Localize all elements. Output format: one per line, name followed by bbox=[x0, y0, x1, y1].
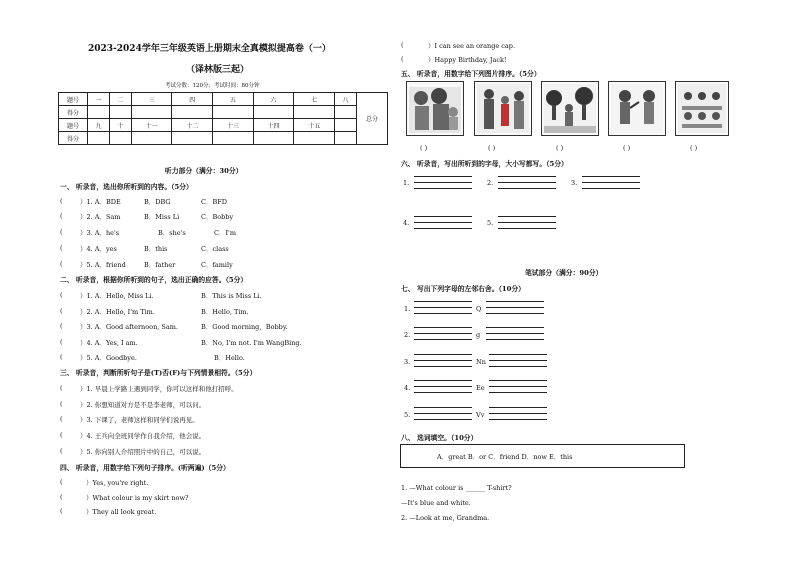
letter: Ee bbox=[476, 384, 485, 392]
score-input[interactable] bbox=[253, 106, 294, 119]
option-b[interactable]: B．Good morning，Bobby. bbox=[201, 323, 288, 331]
option-c[interactable]: C．family bbox=[201, 261, 233, 269]
score-input[interactable] bbox=[335, 106, 357, 119]
score-cell: 得分 bbox=[59, 132, 88, 145]
score-cell: 三 bbox=[131, 93, 172, 106]
answer-paren[interactable]: ( ) bbox=[690, 144, 698, 152]
writing-lines[interactable] bbox=[486, 296, 544, 314]
option-b[interactable]: B．father bbox=[144, 261, 176, 269]
option-b[interactable]: B．No, I'm not. I'm WangBing. bbox=[201, 339, 302, 347]
statement: ）1. 早晨上学路上遇到同学，你可以这样和他打招呼。 bbox=[80, 385, 238, 393]
item-number: 3. bbox=[404, 358, 411, 366]
writing-title: 笔试部分（满分：90分） bbox=[525, 269, 603, 277]
score-cell: 得分 bbox=[59, 106, 88, 119]
writing-lines[interactable] bbox=[486, 322, 544, 340]
item-number: 4. bbox=[404, 384, 411, 392]
item-number: 5. bbox=[487, 219, 494, 227]
letter: Vv bbox=[476, 411, 485, 419]
paren: ( bbox=[60, 415, 63, 423]
score-input[interactable] bbox=[213, 132, 254, 145]
writing-lines[interactable] bbox=[489, 375, 547, 393]
word-bank-box bbox=[400, 444, 685, 468]
section-8-title: 八、 选词填空。（10分） bbox=[401, 434, 478, 442]
score-cell: 五 bbox=[213, 93, 254, 106]
score-cell: 十三 bbox=[213, 119, 254, 132]
statement: ）5. 你向别人介绍照片中的自己，可以说。 bbox=[80, 448, 206, 456]
section-1-title: 一、 听录音，选出你所听到的内容。（5分） bbox=[60, 183, 193, 191]
writing-lines[interactable] bbox=[498, 211, 556, 229]
score-input[interactable] bbox=[253, 132, 294, 145]
option-c[interactable]: C．Bobby bbox=[201, 213, 234, 221]
letter: g bbox=[476, 331, 481, 339]
paren: ( bbox=[60, 400, 63, 408]
sentence: ）I can see an orange cap. bbox=[428, 42, 516, 50]
score-cell: 四 bbox=[172, 93, 213, 106]
sentence: ）Yes, you're right. bbox=[86, 479, 149, 487]
score-cell: 题号 bbox=[59, 93, 88, 106]
answer-paren[interactable]: ( ) bbox=[488, 144, 496, 152]
paren: ( bbox=[401, 41, 404, 49]
paren: ( bbox=[60, 244, 63, 252]
option-c[interactable]: C．BFD bbox=[201, 198, 227, 206]
score-input[interactable] bbox=[294, 132, 335, 145]
writing-lines[interactable] bbox=[489, 349, 547, 367]
statement: ）2. 你想知道对方是不是李老师，可以问。 bbox=[80, 401, 206, 409]
score-input[interactable] bbox=[131, 132, 172, 145]
paren: ( bbox=[60, 493, 63, 501]
option-a[interactable]: ）1. A．Hello, Miss Li. bbox=[80, 292, 154, 300]
paren: ( bbox=[60, 228, 63, 236]
exam-subtitle: （译林版三起） bbox=[186, 65, 250, 75]
section-3-title: 三、 听录音，判断所听句子是(T)否(F)与下列情景相符。（5分） bbox=[60, 369, 257, 377]
paren: ( bbox=[60, 338, 63, 346]
score-cell: 六 bbox=[253, 93, 294, 106]
score-cell: 九 bbox=[88, 119, 110, 132]
item-number: 3. bbox=[571, 179, 578, 187]
option-c[interactable]: C．I'm bbox=[214, 229, 236, 237]
writing-lines[interactable] bbox=[489, 402, 547, 420]
option-b[interactable]: B．Hello, Tim. bbox=[201, 308, 249, 316]
writing-lines[interactable] bbox=[498, 171, 556, 189]
paren: ( bbox=[401, 55, 404, 63]
option-a[interactable]: ）2. A．Hello, I'm Tim. bbox=[80, 308, 155, 316]
statement: ）4. 王兵向全班同学作自我介绍，他会说。 bbox=[80, 432, 206, 440]
item-number: 2. bbox=[404, 331, 411, 339]
question-text: —It's blue and white. bbox=[401, 499, 471, 507]
writing-lines[interactable] bbox=[414, 375, 472, 393]
picture-2 bbox=[474, 81, 532, 136]
answer-paren[interactable]: ( ) bbox=[556, 144, 564, 152]
exam-title: 2023-2024学年三年级英语上册期末全真模拟提高卷（一） bbox=[88, 44, 331, 54]
option-a[interactable]: ）5. A．friend bbox=[80, 261, 126, 269]
picture-4 bbox=[608, 81, 666, 136]
question-text: 2. —Look at me, Grandma. bbox=[401, 514, 490, 522]
score-input[interactable] bbox=[109, 132, 131, 145]
score-input[interactable] bbox=[88, 106, 110, 119]
option-b[interactable]: B．DBG bbox=[144, 198, 171, 206]
option-b[interactable]: B．This is Miss Li. bbox=[201, 292, 262, 300]
score-input[interactable] bbox=[335, 132, 357, 145]
writing-lines[interactable] bbox=[414, 171, 472, 189]
item-number: 4. bbox=[403, 219, 410, 227]
listening-title: 听力部分（满分：30分） bbox=[165, 167, 243, 175]
score-cell: 八 bbox=[335, 93, 357, 106]
question-text: 1. —What colour is ______ T-shirt? bbox=[401, 484, 512, 492]
paren: ( bbox=[60, 384, 63, 392]
score-cell: 十 bbox=[109, 119, 131, 132]
exam-info: 考试分数：120分；考试时间：80分钟 bbox=[165, 83, 260, 89]
answer-paren[interactable]: ( ) bbox=[623, 144, 631, 152]
paren: ( bbox=[60, 212, 63, 220]
paren: ( bbox=[60, 260, 63, 268]
sentence: ）They all look great. bbox=[86, 508, 157, 516]
total-score-cell: 总分 bbox=[357, 93, 388, 145]
section-4-title: 四、 听录音，用数字给下列句子排序。(听两遍)（5分） bbox=[60, 464, 230, 472]
option-c[interactable]: C．class bbox=[201, 245, 229, 253]
score-table bbox=[58, 92, 388, 145]
writing-lines[interactable] bbox=[414, 402, 472, 420]
option-a[interactable]: ）2. A．Sam bbox=[80, 213, 121, 221]
section-2-title: 二、 听录音，根据你所听到的句子，选出正确的应答。（5分） bbox=[60, 276, 248, 284]
score-input[interactable] bbox=[294, 106, 335, 119]
score-input[interactable] bbox=[109, 106, 131, 119]
section-6-title: 六、 听录音，写出所听到的字母，大小写都写。（5分） bbox=[401, 160, 568, 168]
item-number: 1. bbox=[404, 305, 411, 313]
paren: ( bbox=[60, 478, 63, 486]
item-number: 2. bbox=[487, 179, 494, 187]
score-input[interactable] bbox=[88, 132, 110, 145]
score-cell: 七 bbox=[294, 93, 335, 106]
statement: ）3. 下课了，老师这样和同学们说再见。 bbox=[80, 416, 199, 424]
score-cell: 十五 bbox=[294, 119, 335, 132]
score-cell: 一 bbox=[88, 93, 110, 106]
picture-5 bbox=[675, 81, 729, 136]
paren: ( bbox=[60, 307, 63, 315]
score-cell bbox=[335, 119, 357, 132]
picture-1 bbox=[406, 81, 464, 136]
section-5-title: 五、 听录音，用数字给下列图片排序。（5分） bbox=[401, 70, 541, 78]
score-input[interactable] bbox=[172, 106, 213, 119]
option-a[interactable]: ）1. A．BDE bbox=[80, 198, 121, 206]
score-input[interactable] bbox=[213, 106, 254, 119]
option-a[interactable]: ）4. A．Yes, I am. bbox=[80, 339, 138, 347]
score-input[interactable] bbox=[131, 106, 172, 119]
paren: ( bbox=[60, 291, 63, 299]
writing-lines[interactable] bbox=[414, 296, 472, 314]
option-b[interactable]: B．she's bbox=[158, 229, 186, 237]
word-bank: A．great B．or C．friend D．now E．this bbox=[437, 453, 573, 461]
paren: ( bbox=[60, 507, 63, 515]
writing-lines[interactable] bbox=[414, 322, 472, 340]
list-item bbox=[60, 197, 63, 205]
score-input[interactable] bbox=[172, 132, 213, 145]
item-number: 5. bbox=[404, 411, 411, 419]
option-b[interactable]: B．this bbox=[144, 245, 168, 253]
writing-lines[interactable] bbox=[582, 171, 640, 189]
score-cell: 二 bbox=[109, 93, 131, 106]
option-b[interactable]: B．Miss Li bbox=[144, 213, 180, 221]
paren: ( bbox=[60, 197, 63, 205]
paren: ( bbox=[60, 447, 63, 455]
letter: Q bbox=[476, 305, 482, 313]
score-cell: 题号 bbox=[59, 119, 88, 132]
score-cell: 十四 bbox=[253, 119, 294, 132]
section-7-title: 七、 写出下列字母的左邻右舍。（10分） bbox=[401, 285, 525, 293]
score-cell: 十一 bbox=[131, 119, 172, 132]
option-a[interactable]: ）3. A．Good afternoon, Sam. bbox=[80, 323, 178, 331]
paren: ( bbox=[60, 431, 63, 439]
writing-lines[interactable] bbox=[414, 211, 472, 229]
option-a[interactable]: ）4. A．yes bbox=[80, 245, 117, 253]
answer-paren[interactable]: ( ) bbox=[420, 144, 428, 152]
picture-3 bbox=[541, 81, 599, 136]
item-number: 1. bbox=[403, 179, 410, 187]
paren: ( bbox=[60, 353, 63, 361]
option-a[interactable]: ）5. A．Goodbye. bbox=[80, 354, 137, 362]
sentence: ）What colour is my skirt now? bbox=[86, 494, 189, 502]
score-cell: 十二 bbox=[172, 119, 213, 132]
paren: ( bbox=[60, 322, 63, 330]
writing-lines[interactable] bbox=[414, 349, 472, 367]
option-b[interactable]: B．Hello. bbox=[214, 354, 245, 362]
option-a[interactable]: ）3. A．he's bbox=[80, 229, 120, 237]
letter: Nn bbox=[476, 358, 486, 366]
sentence: ）Happy Birthday, Jack! bbox=[428, 56, 507, 64]
